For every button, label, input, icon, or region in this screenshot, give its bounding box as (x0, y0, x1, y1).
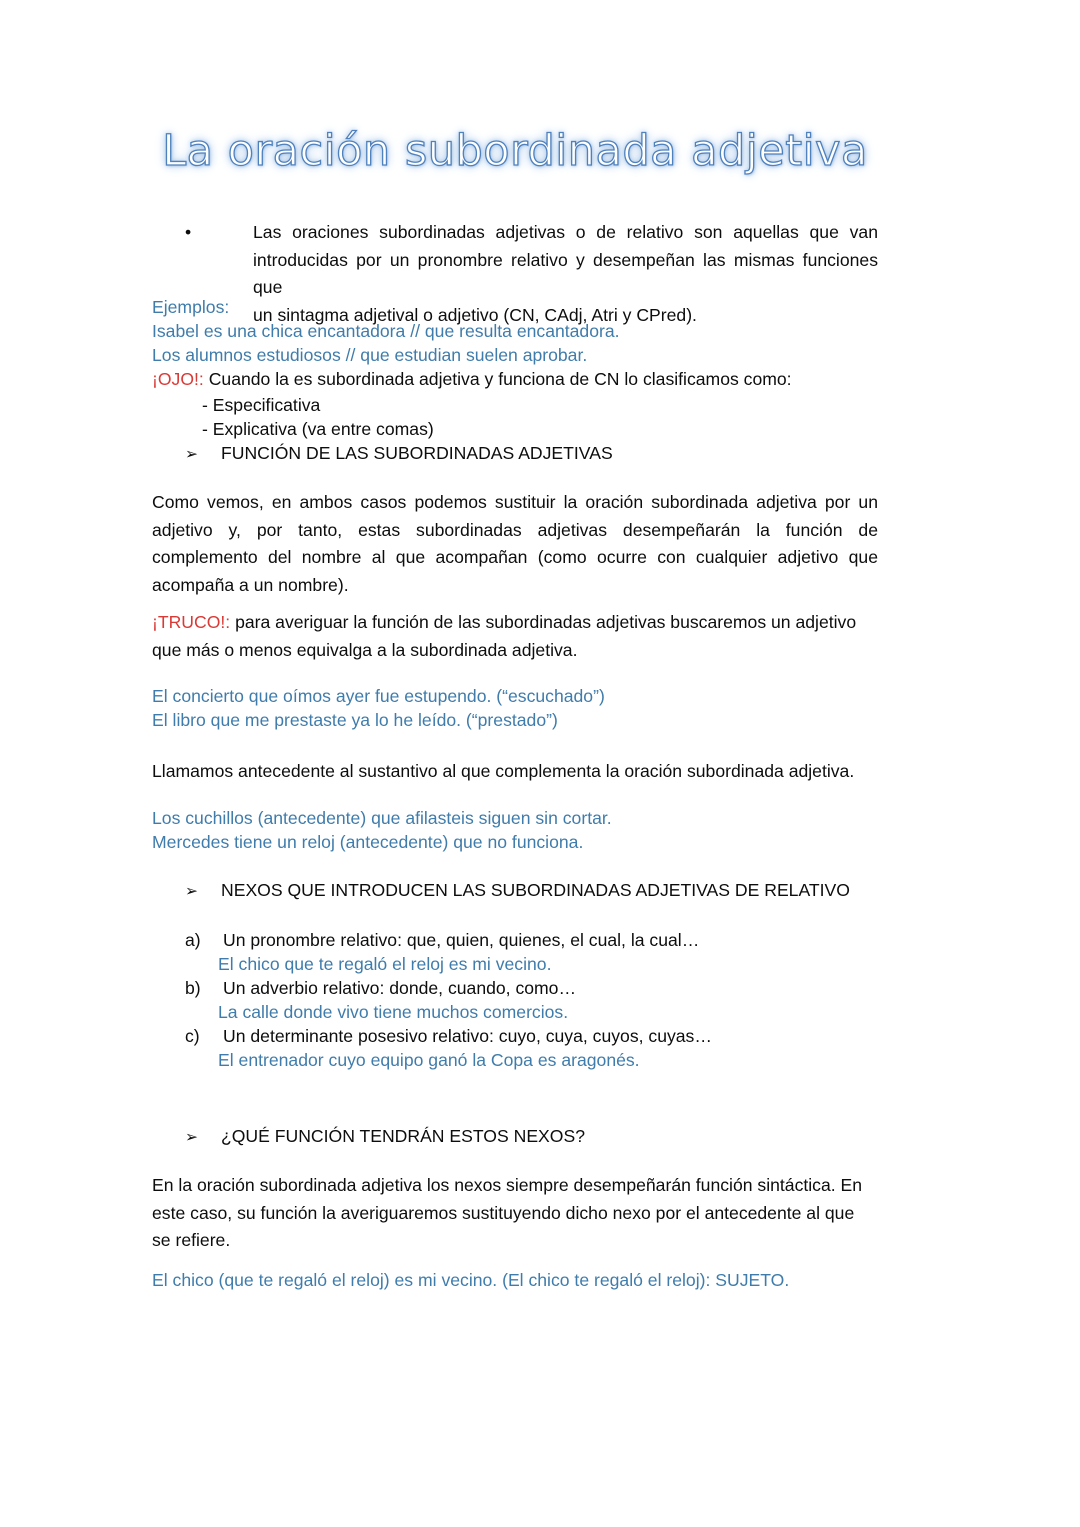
truco-tag: ¡TRUCO!: (152, 612, 231, 632)
nexos-item-a-label: a) (185, 930, 201, 950)
nexos-item-b-example: La calle donde vivo tiene muchos comercios. (218, 1002, 569, 1022)
definition-line-1: Las oraciones subordinadas adjetivas o de relativo son aquellas que van (253, 222, 878, 242)
nexos-item-a (185, 928, 699, 952)
antecedente-example-2: Mercedes tiene un reloj (antecedente) que no funciona. (152, 832, 584, 852)
como-vemos-line-3: complemento del nombre al que acompañan (como ocurre con cualquier adjetivo que (152, 547, 878, 567)
ojo-note (152, 367, 792, 391)
paragraph-final (152, 1172, 878, 1255)
nexos-item-c-example: El entrenador cuyo equipo ganó la Copa es aragonés. (218, 1050, 640, 1070)
como-vemos-line-4: acompaña a un nombre). (152, 574, 349, 595)
paragraph-truco (152, 609, 878, 664)
final-line-2: este caso, su función la averiguaremos sustituyendo dicho nexo por el antecedente al que (152, 1202, 855, 1223)
como-vemos-line-1: Como vemos, en ambos casos podemos sustituir la oración subordinada adjetiva por un (152, 492, 878, 512)
arrow-bullet-icon: ➢ (185, 1128, 198, 1146)
heading-funcion-label: FUNCIÓN DE LAS SUBORDINADAS ADJETIVAS (221, 443, 613, 463)
classification-item-especificativa: - Especificativa (202, 395, 321, 415)
final-line-1: En la oración subordinada adjetiva los nexos siempre desempeñarán función sintáctica. En (152, 1175, 863, 1195)
truco-example-2: El libro que me prestaste ya lo he leído. (“prestado”) (152, 710, 558, 730)
page-title: La oración subordinada adjetiva (162, 126, 868, 176)
paragraph-antecedente: Llamamos antecedente al sustantivo al que complementa la oración subordinada adjetiva. (152, 761, 855, 781)
nexos-item-a-text: Un pronombre relativo: que, quien, quienes, el cual, la cual… (223, 930, 700, 950)
definition-line-3: un sintagma adjetival o adjetivo (CN, CAdj, Atri y CPred). (253, 304, 697, 325)
bullet-dot-icon: • (185, 222, 192, 242)
arrow-bullet-icon: ➢ (185, 445, 198, 463)
nexos-item-a-example: El chico que te regaló el reloj es mi vecino. (218, 954, 552, 974)
arrow-bullet-icon: ➢ (185, 882, 198, 900)
heading-funcion-subordinadas (185, 441, 613, 466)
nexos-item-b-label: b) (185, 978, 201, 998)
example-line-2: Los alumnos estudiosos // que estudian suelen aprobar. (152, 345, 588, 365)
definition-bullet-text (253, 219, 878, 329)
example-line-1: Isabel es una chica encantadora // que resulta encantadora. (152, 321, 620, 341)
truco-line-2: que más o menos equivalga a la subordinada adjetiva. (152, 639, 578, 660)
final-example: El chico (que te regaló el reloj) es mi vecino. (El chico te regaló el reloj): SUJETO. (152, 1270, 790, 1290)
truco-line-1 (152, 609, 878, 637)
definition-bullet-paragraph (185, 219, 878, 329)
paragraph-como-vemos (152, 489, 878, 599)
nexos-item-c (185, 1024, 712, 1048)
final-line-3: se refiere. (152, 1230, 231, 1250)
classification-item-explicativa: - Explicativa (va entre comas) (202, 419, 434, 439)
examples-label: Ejemplos: (152, 297, 230, 317)
ojo-text: Cuando la es subordinada adjetiva y funciona de CN lo clasificamos como: (203, 369, 792, 389)
nexos-item-b-text: Un adverbio relativo: donde, cuando, como… (223, 978, 577, 998)
nexos-item-c-label: c) (185, 1026, 200, 1046)
page-title-container (152, 126, 878, 190)
nexos-item-b (185, 976, 576, 1000)
ojo-tag: ¡OJO!: (152, 369, 204, 389)
truco-line-1-text: para averiguar la función de las subordinadas adjetivas buscaremos un adjetivo (230, 612, 857, 632)
heading-nexos-label: NEXOS QUE INTRODUCEN LAS SUBORDINADAS ADJETIVAS DE RELATIVO (221, 880, 850, 900)
como-vemos-line-2: adjetivo y, por tanto, estas subordinadas adjetivas desempeñarán la función de (152, 519, 878, 540)
heading-que-funcion-label: ¿QUÉ FUNCIÓN TENDRÁN ESTOS NEXOS? (221, 1126, 585, 1146)
heading-que-funcion (185, 1124, 585, 1149)
heading-nexos (185, 878, 850, 903)
nexos-item-c-text: Un determinante posesivo relativo: cuyo, cuya, cuyos, cuyas… (223, 1026, 712, 1046)
antecedente-example-1: Los cuchillos (antecedente) que afilasteis siguen sin cortar. (152, 808, 612, 828)
definition-line-2: introducidas por un pronombre relativo y desempeñan las mismas funciones que (253, 249, 878, 297)
truco-example-1: El concierto que oímos ayer fue estupendo. (“escuchado”) (152, 686, 605, 706)
